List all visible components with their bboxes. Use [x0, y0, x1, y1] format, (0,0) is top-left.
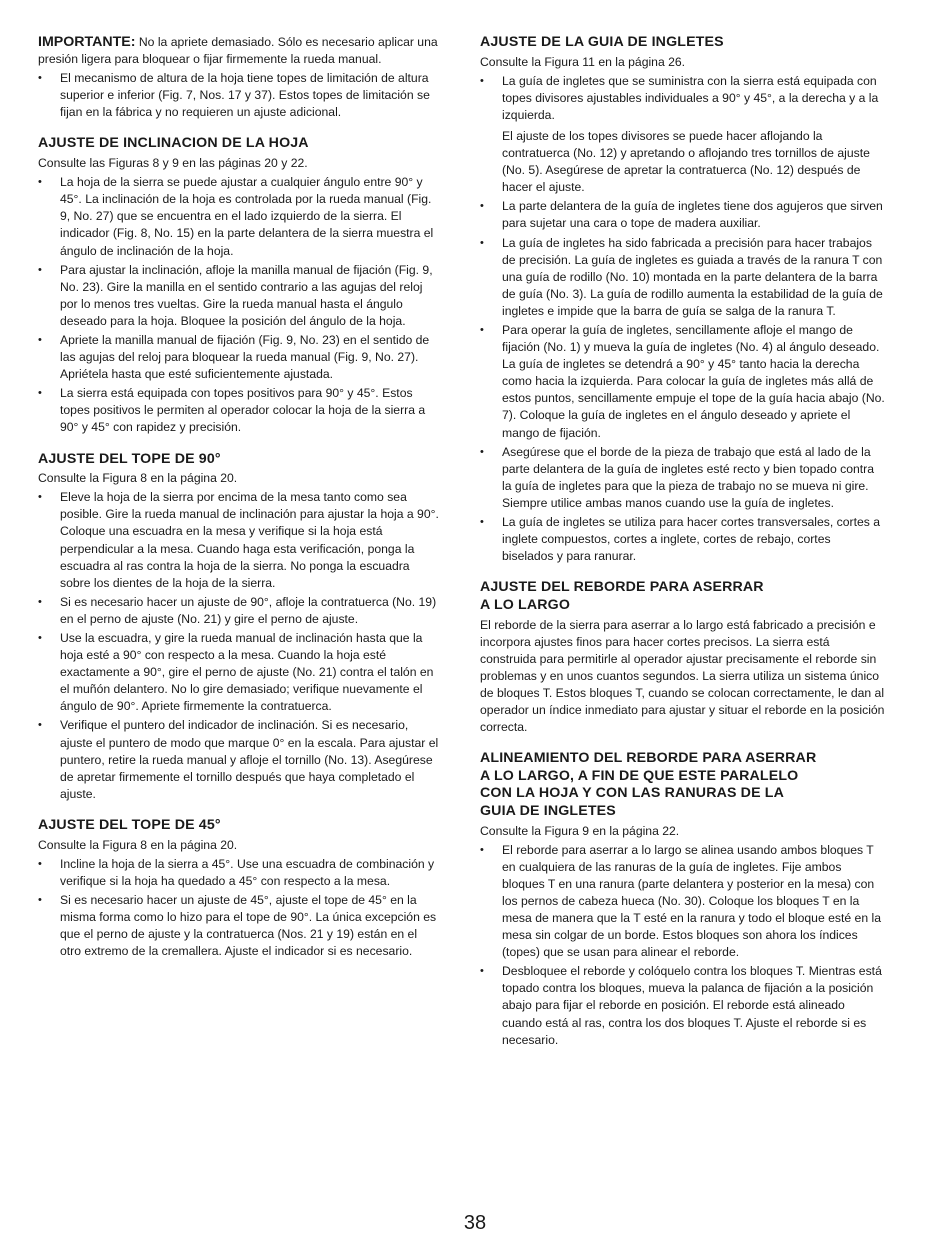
- list-item: • Para ajustar la inclinación, afloje la manilla manual de fijación (Fig. 9, No. 23). Gire la manilla en el sentido contrario a las agujas del reloj por lo menos tres vueltas. Gire la rueda manual hasta el ángulo deseado para la hoja. Bloquee la posición del ángulo de la hoja.: [38, 262, 440, 330]
- section-body: El reborde de la sierra para aserrar a lo largo está fabricado a precisión e incorpora ajustes finos para hacer cortes precisos. La sierra está construida para permitirle al operador ajustar precisamente el reborde sin problemas y en unos cuantos segundos. La sierra utiliza un sistema único de bloques T. Estos bloques T, cuando se colocan correctamente, le dan al operador un índice inmediato para ajustar y situar el reborde en la posición correcta.: [480, 617, 885, 735]
- list-item: • La parte delantera de la guía de ingletes tiene dos agujeros que sirven para sujetar una cara o tope de madera auxiliar.: [480, 198, 885, 232]
- list-item: • Eleve la hoja de la sierra por encima de la mesa tanto como sea posible. Gire la rueda manual de inclinación para ajustar la hoja a 90°. Coloque una escuadra en la mesa y verifique si la hoja está perpendicular a la mesa. Cuando haga esta verificación, ponga la escuadra al ras contra la hoja de la sierra. No ponga la escuadra sobre los dientes de la hoja de la sierra.: [38, 489, 440, 592]
- intro-bullets: [38, 70, 440, 121]
- section-reference: Consulte la Figura 8 en la página 20.: [38, 471, 238, 486]
- important-note: [38, 34, 440, 68]
- list-item: [480, 73, 885, 197]
- list-item: • La guía de ingletes se utiliza para hacer cortes transversales, cortes a inglete compuestos, cortes a inglete, cortes de rebajo, cortes biselados y para ranurar.: [480, 514, 885, 565]
- list-item: • Apriete la manilla manual de fijación (Fig. 9, No. 23) en el sentido de las agujas del reloj para bloquear la rueda manual (Fig. 9, No. 27). Apriételа hasta que esté suficientemente ajustada.: [38, 332, 440, 383]
- section-reference: Consulte las Figuras 8 y 9 en las páginas 20 y 22.: [38, 156, 308, 171]
- list-item: • Verifique el puntero del indicador de inclinación. Si es necesario, ajuste el puntero de modo que marque 0° en la escala. Para ajustar el puntero, retire la rueda manual y afloje el tornillo (No. 13). Asegúrese de apretar firmemente el tornillo después que haya completado el ajuste.: [38, 717, 440, 802]
- title-line: A LO LARGO, A FIN DE QUE ESTE PARALELO: [480, 767, 799, 784]
- list-item: • La sierra está equipada con topes positivos para 90° y 45°. Estos topes positivos le permiten al operador colocar la hoja de la sierra a 90° y 45° con rapidez y precisión.: [38, 385, 440, 436]
- title-line: ALINEAMIENTO DEL REBORDE PARA ASERRAR: [480, 750, 817, 767]
- list-item: • Asegúrese que el borde de la pieza de trabajo que está al lado de la parte delantera de la guía de ingletes esté recto y bien topado contra la guía de ingletes para que la pieza de trabajo no se mueva ni gire. Siempre utilice ambas manos cuando use la guía de ingletes.: [480, 444, 885, 512]
- list-item: • Si es necesario hacer un ajuste de 45°, ajuste el tope de 45° en la misma forma como lo hizo para el tope de 90°. La única excepción es que el perno de ajuste y la contratuerca (Nos. 21 y 19) están en el otro extremo de la cremallera. Ajuste el indicador si es necesario.: [38, 892, 440, 960]
- title-line: GUIA DE INGLETES: [480, 802, 616, 819]
- list-item: • La hoja de la sierra se puede ajustar a cualquier ángulo entre 90° y 45°. La inclinación de la hoja es controlada por la rueda manual (Fig. 9, No. 27) que se encuentra en el lado izquierdo de la sierra. El indicador (Fig. 8, No. 15) en la parte delantera de la sierra muestra el ángulo de inclinación de la hoja.: [38, 174, 440, 259]
- section-reference: Consulte la Figura 9 en la página 22.: [480, 823, 680, 838]
- list-item: • El mecanismo de altura de la hoja tiene topes de limitación de altura superior e inferior (Fig. 7, Nos. 17 y 37). Estos topes de limitación se fijan en la fábrica y no requieren un ajuste adicional.: [38, 70, 440, 121]
- page-number: 38: [463, 1212, 487, 1234]
- alineamiento-bullets: [480, 842, 885, 1049]
- important-label: IMPORTANTE:: [38, 34, 136, 50]
- section-title-inclinacion: AJUSTE DE INCLINACION DE LA HOJA: [38, 135, 309, 152]
- right-column: [480, 34, 885, 1049]
- left-column: [38, 34, 440, 960]
- list-item: • La guía de ingletes ha sido fabricada a precisión para hacer trabajos de precisión. La guía de ingletes es guiada a través de la ranura T con una guía de rodillo (No. 10) montada en la parte delantera de la barra de guía (No. 3). La guía de rodillo aumenta la estabilidad de la guía de ingletes e impide que la barra de guía se salga de la ranura T.: [480, 235, 885, 320]
- section-title-tope-90: AJUSTE DEL TOPE DE 90°: [38, 450, 221, 467]
- list-item: • Desbloquee el reborde y colóquelo contra los bloques T. Mientras está topado contra los bloques, mueva la palanca de fijación a la posición abajo para fijar el reborde en posición. El reborde está alineado cuando está al ras, contra los dos bloques T. Ajuste el reborde si es necesario.: [480, 963, 885, 1048]
- section-title-tope-45: AJUSTE DEL TOPE DE 45°: [38, 816, 221, 833]
- list-item: • Si es necesario hacer un ajuste de 90°, afloje la contratuerca (No. 19) en el perno de ajuste (No. 21) y gire el perno de ajuste.: [38, 594, 440, 628]
- list-item-extra: El ajuste de los topes divisores se puede hacer aflojando la contratuerca (No. 12) y apretando o aflojando tres tornillos de ajuste (No. 5). Asegúrese de apretar la contratuerca (No. 12) después de hacer el ajuste.: [502, 128, 870, 195]
- list-item: • El reborde para aserrar a lo largo se alinea usando ambos bloques T en cualquiera de las ranuras de la guía de ingletes. Fije ambos bloques T en una ranura (parte delantera y posterior en la mesa) con los pernos de cabeza hueca (No. 30). Coloque los bloques T en la mesa de manera que la T esté en la ranura y todo el bloque esté en la mesa sin colgar de un borde. Estos bloques son ahora los índices (topes) que se usan para alinear el reborde.: [480, 842, 885, 962]
- inclinacion-bullets: [38, 174, 440, 436]
- section-reference: Consulte la Figura 8 en la página 20.: [38, 837, 238, 852]
- section-reference: Consulte la Figura 11 en la página 26.: [480, 54, 686, 69]
- section-title-ingletes: AJUSTE DE LA GUIA DE INGLETES: [480, 34, 724, 50]
- list-item-text: La guía de ingletes que se suministra con la sierra está equipada con topes divisores ajustables individuales a 90° y 45°, a la derecha y a la izquierda.: [502, 73, 879, 122]
- section-title-alineamiento: [480, 750, 885, 820]
- list-item: • Use la escuadra, y gire la rueda manual de inclinación hasta que la hoja esté a 90° con respecto a la mesa. Cuando la hoja esté exactamente a 90°, gire el perno de ajuste (No. 21) contra el talón en el muñón delantero. No lo gire demasiado; verifique nuevamente el ángulo de 90°. Apriete firmemente la contratuerca.: [38, 630, 440, 715]
- list-item: • Para operar la guía de ingletes, sencillamente afloje el mango de fijación (No. 1) y mueva la guía de ingletes (No. 4) al ángulo deseado. La guía de ingletes se detendrá a 90° y 45° tanto hacia la derecha como hacia la izquierda. Para colocar la guía de ingletes más allá de estos puntos, sencillamente empuje el tope de la guía hacia abajo (No. 7). Coloque la guía de ingletes en el ángulo deseado y apriete el mango de fijación.: [480, 322, 885, 442]
- title-line: AJUSTE DEL REBORDE PARA ASERRAR: [480, 579, 764, 596]
- tope45-bullets: [38, 856, 440, 961]
- list-item: • Incline la hoja de la sierra a 45°. Use una escuadra de combinación y verifique si la hoja ha quedado a 45° con respecto a la mesa.: [38, 856, 440, 890]
- ingletes-bullets: [480, 73, 885, 566]
- title-line: CON LA HOJA Y CON LAS RANURAS DE LA: [480, 785, 784, 802]
- title-line: A LO LARGO: [480, 596, 571, 613]
- tope90-bullets: [38, 489, 440, 803]
- section-title-reborde: [480, 579, 885, 614]
- important-text: No la apriete demasiado. Sólo es necesario aplicar una presión ligera para bloquear o fijar firmemente la rueda manual.: [38, 35, 438, 67]
